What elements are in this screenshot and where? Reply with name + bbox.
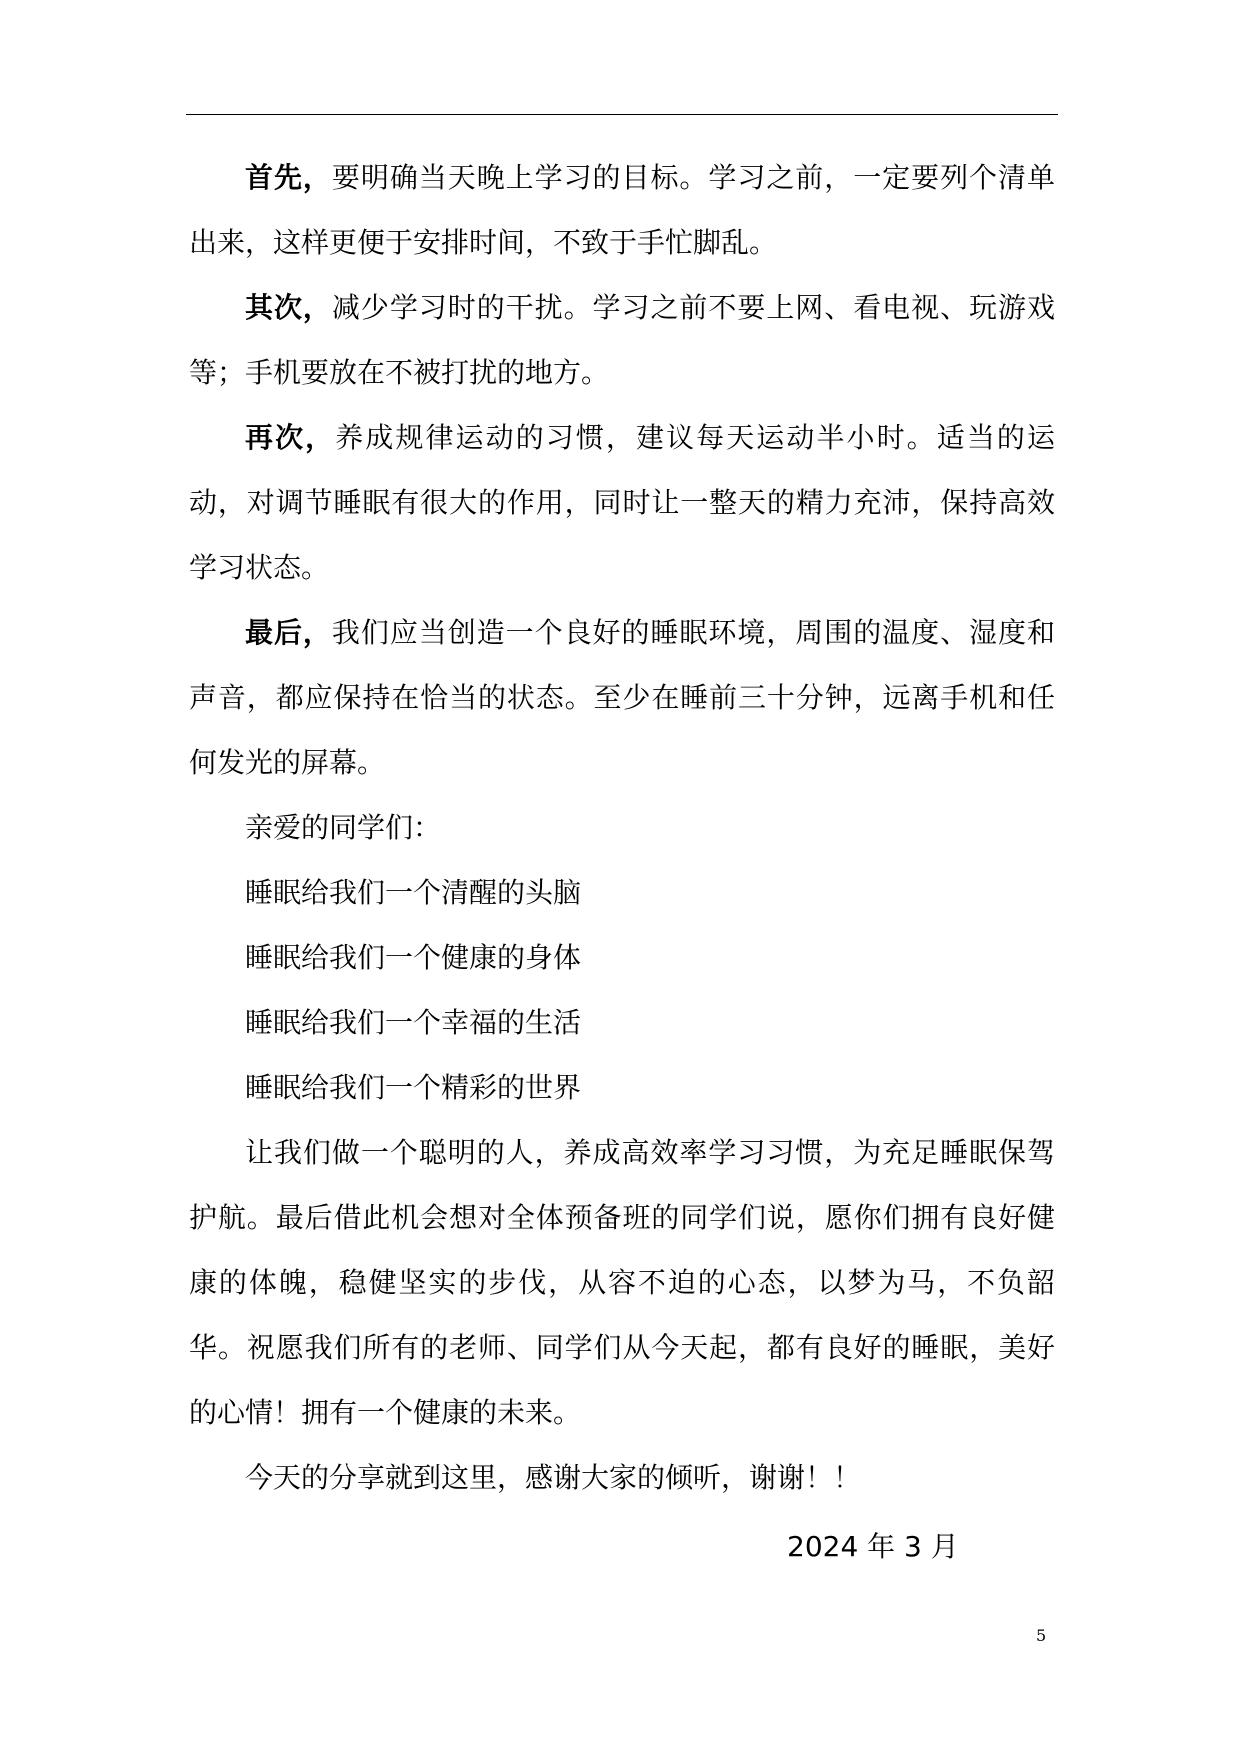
paragraph-second bbox=[189, 275, 1055, 405]
header-rule bbox=[186, 114, 1058, 115]
page-number: 5 bbox=[1036, 1626, 1047, 1645]
date-line: 2024 年 3 月 bbox=[787, 1530, 959, 1563]
verse-line: 睡眠给我们一个精彩的世界 bbox=[245, 1071, 582, 1104]
paragraph-text: 我们应当创造一个良好的睡眠环境，周围的温度、湿度和声音，都应保持在恰当的状态。至少在睡前三十分钟，远离手机和任何发光的屏幕。 bbox=[189, 616, 1055, 779]
verse-line: 睡眠给我们一个健康的身体 bbox=[245, 941, 582, 974]
paragraph-text: 养成规律运动的习惯，建议每天运动半小时。适当的运动，对调节睡眠有很大的作用，同时让一整天的精力充沛，保持高效学习状态。 bbox=[189, 421, 1055, 584]
paragraph-lead: 最后， bbox=[245, 616, 332, 649]
paragraph-first bbox=[189, 145, 1055, 275]
verse-line: 睡眠给我们一个幸福的生活 bbox=[245, 1006, 582, 1039]
thanks-line: 今天的分享就到这里，感谢大家的倾听，谢谢！！ bbox=[245, 1461, 862, 1494]
verse-line: 睡眠给我们一个清醒的头脑 bbox=[245, 876, 582, 909]
paragraph-fourth bbox=[189, 600, 1055, 795]
paragraph-lead: 再次， bbox=[245, 421, 336, 454]
paragraph-lead: 首先， bbox=[245, 161, 332, 194]
salutation: 亲爱的同学们： bbox=[245, 811, 442, 844]
paragraph-lead: 其次， bbox=[245, 291, 332, 324]
paragraph-text: 要明确当天晚上学习的目标。学习之前，一定要列个清单出来，这样更便于安排时间，不致于手忙脚乱。 bbox=[189, 161, 1055, 259]
closing-paragraph: 让我们做一个聪明的人，养成高效率学习习惯，为充足睡眠保驾护航。最后借此机会想对全体预备班的同学们说，愿你们拥有良好健康的体魄，稳健坚实的步伐，从容不迫的心态，以梦为马，不负韶华。祝愿我们所有的老师、同学们从今天起，都有良好的睡眠，美好的心情！拥有一个健康的未来。 bbox=[189, 1136, 1055, 1429]
body-text bbox=[189, 145, 1055, 1510]
paragraph-third bbox=[189, 405, 1055, 600]
paragraph-text: 减少学习时的干扰。学习之前不要上网、看电视、玩游戏等；手机要放在不被打扰的地方。 bbox=[189, 291, 1055, 389]
